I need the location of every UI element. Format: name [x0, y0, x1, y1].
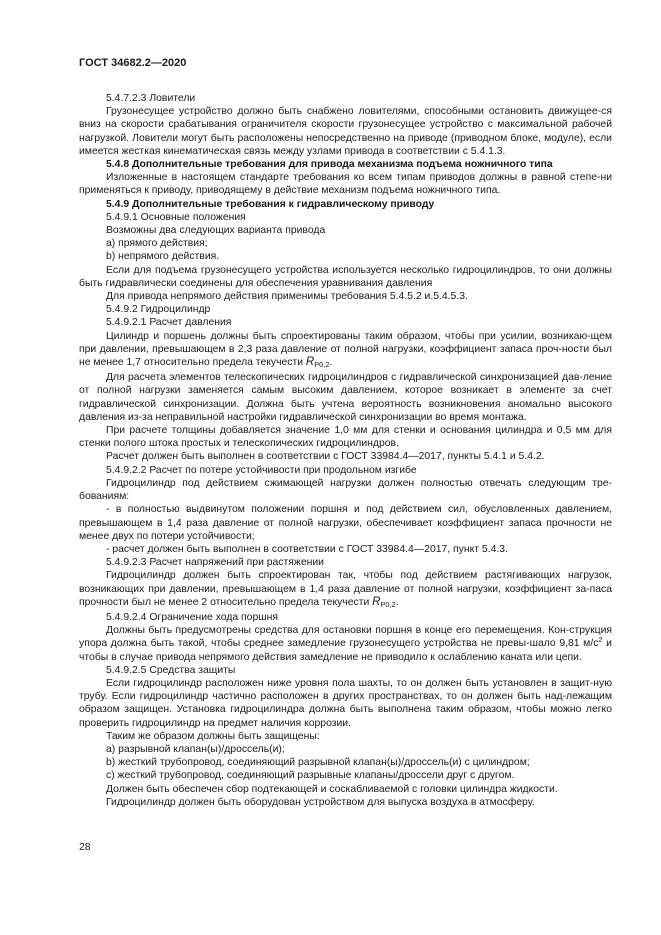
- clause-5-4-9-2-3-title: 5.4.9.2.3 Расчет напряжений при растяжении: [106, 557, 324, 569]
- list-item: b) жесткий трубопровод, соединяющий разрывной клапан(ы)/дроссель(и) с цилиндром;: [106, 757, 530, 769]
- clause-5-4-9-2-4-title: 5.4.9.2.4 Ограничение хода поршня: [106, 611, 278, 623]
- paragraph-with-formula: [79, 330, 612, 372]
- page-header-standard-code: ГОСТ 34682.2—2020: [79, 57, 187, 69]
- clause-5-4-9-2-title: 5.4.9.2 Гидроцилиндр: [106, 304, 211, 316]
- page-body: [79, 92, 612, 809]
- yield-strength-symbol: R: [372, 595, 381, 608]
- paragraph-text-end: и чтобы в случае привода непрямого действия замедление не приводило к ослаблению каната или цепи.: [79, 638, 612, 663]
- yield-strength-subscript: P0,2: [380, 599, 396, 609]
- sentence-end: .: [329, 357, 333, 369]
- yield-strength-subscript: P0,2: [314, 360, 330, 370]
- paragraph: Изложенные в настоящем стандарте требования ко всем типам приводов должны в равной степе-ни применяться к приводу, приводящему в действие механизм подъема ножничного типа.: [79, 172, 612, 197]
- paragraph: Гидроцилиндр под действием сжимающей нагрузки должен полностью отвечать следующим тре-бованиям:: [79, 477, 612, 503]
- paragraph-text: Гидроцилиндр должен быть спроектирован так, чтобы под действием растягивающих нагрузок, возникающих при давлении, превышающем в 1,4 раза давление от полной нагрузки, коэффициент за-паса прочности был не менее 2 относительно предела текучести: [79, 570, 612, 608]
- paragraph: Если для подъема грузонесущего устройства используется несколько гидроцилиндров, то они должны быть гидравлически соединены для обеспечения уравнивания давления: [79, 264, 612, 289]
- clause-5-4-9-2-2-title: 5.4.9.2.2 Расчет по потере устойчивости при продольном изгибе: [106, 464, 417, 476]
- list-item: - в полностью выдвинутом положении поршня и под действием сил, обусловленных давлением, превышающем в 1,4 раза давление от полной нагрузки, обеспечивает коэффициент запаса прочности не менее двух по потери устойчивости;: [79, 504, 612, 542]
- list-item: b) непрямого действия.: [106, 251, 220, 263]
- paragraph: При расчете толщины добавляется значение 1,0 мм для стенки и основания цилиндра и 0,5 мм для стенки полого штока простых и телескопических гидроцилиндров.: [79, 425, 612, 450]
- page-number: 28: [79, 842, 91, 853]
- list-item: а) прямого действия;: [106, 238, 208, 250]
- list-item: с) жесткий трубопровод, соединяющий разрывные клапаны/дроссели друг с другом.: [106, 770, 515, 782]
- section-heading-5-4-9: 5.4.9 Дополнительные требования к гидравлическому приводу: [106, 198, 435, 210]
- paragraph: Грузонесущее устройство должно быть снабжено ловителями, способными остановить движущее-ся вниз на скорости срабатывания ограничителя скорости грузонесущее устройство с максимальной рабочей нагрузкой. Ловители могут быть расположены непосредственно на приводе (приводном блоке, модуле), если имеется жесткая кинематическая связь между узлами привода в соответствии с 5.4.1.3.: [79, 106, 612, 157]
- sentence-end: .: [395, 596, 399, 608]
- paragraph: Для привода непрямого действия применимы требования 5.4.5.2 и.5.4.5.3.: [106, 291, 468, 303]
- clause-5-4-9-1-title: 5.4.9.1 Основные положения: [106, 211, 246, 223]
- paragraph-with-formula: [79, 569, 612, 611]
- paragraph-text: Цилиндр и поршень должны быть спроектированы таким образом, чтобы при усилии, возникаю-щем при давлении, превышающем в 2,3 раза давление от полной нагрузки, коэффициент запаса проч-ности был не менее 1,7 относительно предела текучести: [79, 330, 612, 369]
- paragraph: Гидроцилиндр должен быть оборудован устройством для выпуска воздуха в атмосферу.: [106, 796, 535, 808]
- clause-5-4-7-2-3-title: 5.4.7.2.3 Ловители: [106, 93, 196, 104]
- list-item: - расчет должен быть выполнен в соответствии с ГОСТ 33984.4—2017, пункт 5.4.3.: [106, 543, 508, 555]
- paragraph: Если гидроцилиндр расположен ниже уровня пола шахты, то он должен быть установлен в защит-ную трубу. Если гидроцилиндр частично расположен в других пространствах, то он должен быть над-лежащим образом защищен. Установка гидроцилиндра должна быть выполнена таким образом, чтобы можно легко проверить гидроцилиндр на предмет наличия коррозии.: [79, 677, 612, 729]
- clause-5-4-9-2-5-title: 5.4.9.2.5 Средства защиты: [106, 664, 236, 676]
- paragraph-text-start: Должны быть предусмотрены средства для остановки поршня в конце его перемещения. Кон-струкция упора должна быть такой, чтобы среднее замедление грузонесущего устройства не превы-шало 9,81 м/с: [79, 625, 612, 650]
- paragraph: Для расчета элементов телескопических гидроцилиндров с гидравлической синхронизацией дав-ление от полной нагрузки заменяется самым высоким давлением, которое возникает в элементе за счет гидравлической синхронизации. Должна быть учтена вероятность возникновения аномально высокого давления из-за неправильной настройки гидравлической синхронизации во время монтажа.: [79, 372, 612, 423]
- paragraph-with-superscript: [79, 624, 612, 664]
- paragraph: Возможны два следующих варианта привода: [106, 225, 326, 237]
- superscript-2: 2: [598, 635, 603, 645]
- paragraph: Таким же образом должны быть защищены:: [106, 730, 320, 742]
- paragraph: Должен быть обеспечен сбор подтекающей и соскабливаемой с головки цилиндра жидкости.: [106, 783, 558, 795]
- paragraph: Расчет должен быть выполнен в соответствии с ГОСТ 33984.4—2017, пункты 5.4.1 и 5.4.2.: [106, 451, 545, 463]
- yield-strength-symbol: R: [305, 356, 315, 369]
- list-item: а) разрывной клапан(ы)/дроссель(и);: [106, 743, 285, 755]
- clause-5-4-9-2-1-title: 5.4.9.2.1 Расчет давления: [106, 317, 232, 329]
- section-heading-5-4-8: 5.4.8 Дополнительные требования для привода механизма подъема ножничного типа: [106, 159, 553, 171]
